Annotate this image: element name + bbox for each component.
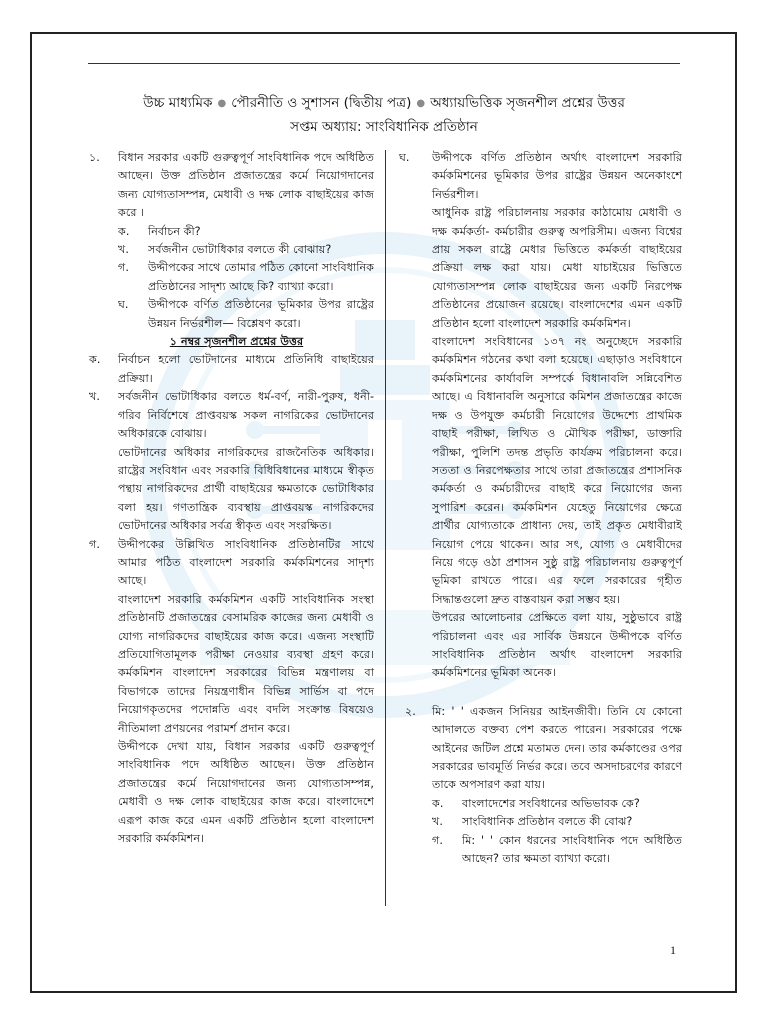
- answer-paragraph: বাংলাদেশ সরকারি কর্মকমিশন একটি সাংবিধানিক সংস্থা প্রতিষ্ঠানটি প্রজাতন্ত্রের বেসামরিক কাজের জন্য মেধাবী ও যোগ্য নাগরিকদের বাছাইয়ের কাজ করে। এজন্য সংস্থাটি প্রতিযোগিতামূলক পরীক্ষা নেওয়ার ব্যবস্থা গ্রহণ করে। কর্মকমিশন বাংলাদেশ সরকারের বিভিন্ন মন্ত্রণালয় বা বিভাগকে তাদের নিয়ন্ত্রণাধীন বিভিন্ন সার্ভিস বা পদে নিয়োগকৃতদের পদোন্নতি এবং বদলি সংক্রান্ত বিষয়েও নীতিমালা প্রণয়নের পরামর্শ প্রদান করে।: [118, 592, 374, 735]
- question-sub-item: [399, 832, 682, 869]
- question-sub-item: [89, 241, 374, 259]
- page-title: [40, 93, 728, 114]
- question-2-block: [399, 703, 682, 869]
- answer-paragraph: উদ্দীপকে দেখা যায়, বিধান সরকার একটি গুরুত্বপূর্ণ সাংবিধানিক পদে অধিষ্ঠিত আছেন। উক্ত প্রতিষ্ঠান প্রজাতন্ত্রের কর্মে নিয়োগদানের জন্য যোগ্যতাসম্পন্ন, মেধাবী ও দক্ষ লোক বাছাইয়ের কাজ করে। বাংলাদেশে এরূপ কাজ করে এমন একটি প্রতিষ্ঠান হলো বাংলাদেশ সরকারি কর্মকমিশন।: [118, 740, 374, 846]
- sub-label: খ.: [432, 815, 443, 829]
- answer-ga: [89, 536, 374, 849]
- question-number: ১.: [89, 151, 100, 164]
- question-1: [89, 149, 374, 223]
- column-divider: [385, 150, 386, 906]
- question-sub-item: [89, 296, 374, 333]
- answer-label: গ.: [89, 537, 100, 551]
- sub-label: গ.: [432, 833, 443, 847]
- answer-label: ক.: [89, 353, 101, 367]
- question-sub-item: [399, 795, 682, 813]
- sub-text: বাংলাদেশের সংবিধানের অভিভাবক কে?: [462, 796, 640, 810]
- answer-label: ঘ.: [399, 151, 410, 164]
- sub-label: খ.: [118, 243, 129, 257]
- sub-text: উদ্দীপকের সাথে তোমার পঠিত কোনো সাংবিধানিক প্রতিষ্ঠানের সাদৃশ্য আছে কি? ব্যাখ্যা করো।: [148, 261, 374, 293]
- answer-label: খ.: [89, 390, 100, 404]
- answer-paragraph: সর্বজনীন ভোটাধিকার বলতে ধর্ম-বর্ণ, নারী-পুরুষ, ধনী-গরিব নির্বিশেষে প্রাপ্তবয়স্ক সকল নাগরিকের ভোটদানের অধিকারকে বোঝায়।: [118, 390, 374, 441]
- answer-heading: ১ নম্বর সৃজনশীল প্রশ্নের উত্তর: [169, 335, 304, 349]
- title-type: অধ্যায়ভিত্তিক সৃজনশীল প্রশ্নের উত্তর: [430, 95, 625, 111]
- answer-paragraph: ভোটদানের অধিকার নাগরিকদের রাজনৈতিক অধিকার। রাষ্ট্রের সংবিধান এবং সরকারি বিধিবিধানের মাধ্যমে স্বীকৃত পন্থায় নাগরিকদের প্রার্থী বাছাইয়ের ক্ষমতাকে ভোটাধিকার বলা হয়। গণতান্ত্রিক ব্যবস্থায় প্রাপ্তবয়স্ক নাগরিকদের ভোটদানের অধিকার সর্বত্র স্বীকৃত এবং সংরক্ষিত।: [118, 445, 374, 533]
- sub-text: সাংবিধানিক প্রতিষ্ঠান বলতে কী বোঝ?: [462, 815, 633, 829]
- question-sub-item: [399, 813, 682, 831]
- title-subject: পৌরনীতি ও সুশাসন (দ্বিতীয় পত্র): [231, 95, 412, 111]
- answer-gha: [399, 149, 682, 683]
- sub-text: নির্বাচন কী?: [148, 224, 201, 238]
- answer-paragraph: নির্বাচন হলো ভোটদানের মাধ্যমে প্রতিনিধি বাছাইয়ের প্রক্রিয়া।: [118, 353, 374, 385]
- sub-label: ক.: [432, 796, 444, 810]
- question-sub-item: [89, 259, 374, 296]
- sub-label: ক.: [118, 224, 130, 238]
- sub-label: ঘ.: [118, 298, 129, 312]
- answer-ka: [89, 351, 374, 388]
- chapter-subtitle: সপ্তম অধ্যায়: সাংবিধানিক প্রতিষ্ঠান: [290, 119, 478, 135]
- title-level: উচ্চ মাধ্যমিক: [143, 95, 213, 111]
- sub-text: সর্বজনীন ভোটাধিকার বলতে কী বোঝায়?: [148, 243, 332, 257]
- question-stem: বিধান সরকার একটি গুরুত্বপূর্ণ সাংবিধানিক পদে অধিষ্ঠিত আছেন। উক্ত প্রতিষ্ঠান প্রজাতন্ত্রের কর্মে নিয়োগদানের জন্য যোগ্যতাসম্পন্ন, মেধাবী ও দক্ষ লোক বাছাইয়ের কাজ করে ।: [118, 151, 374, 220]
- answer-kha: [89, 388, 374, 535]
- right-column: [399, 149, 682, 868]
- answer-paragraph: উদ্দীপকের উল্লিখিত সাংবিধানিক প্রতিষ্ঠানটির সাথে আমার পঠিত বাংলাদেশ সরকারি কর্মকমিশনের সাদৃশ্য আছে।: [118, 537, 374, 588]
- bullet-separator-icon: ●: [217, 98, 227, 109]
- sub-text: উদ্দীপকে বর্ণিত প্রতিষ্ঠানের ভূমিকার উপর রাষ্ট্রের উন্নয়ন নির্ভরশীল— বিশ্লেষণ করো।: [148, 298, 374, 330]
- sub-label: গ.: [118, 261, 129, 275]
- answer-paragraph: বাংলাদেশ সংবিধানের ১৩৭ নং অনুচ্ছেদে সরকারি কর্মকমিশন গঠনের কথা বলা হয়েছে। এছাড়াও সংবিধানে কর্মকমিশনের কার্যাবলি সম্পর্কে বিধানাবলি সন্নিবেশিত আছে। এ বিধানাবলি অনুসারে কমিশন প্রজাতন্ত্রের কাজে দক্ষ ও উপযুক্ত কর্মচারী নিয়োগের উদ্দেশ্যে প্রাথমিক বাছাই পরীক্ষা, লিখিত ও মৌখিক পরীক্ষা, ডাক্তারি পরীক্ষা, পুলিশি তদন্ত প্রভৃতি কার্যক্রম পরিচালনা করে। সততা ও নিরপেক্ষতার সাথে তারা প্রজাতন্ত্রের প্রশাসনিক কর্মকর্তা ও কর্মচারীদের বাছাই করে নিয়োগের জন্য সুপারিশ করেন। কর্মকমিশন যেহেতু নিয়োগের ক্ষেত্রে প্রার্থীর যোগ্যতাকে প্রাধান্য দেয়, তাই প্রকৃত মেধাবীরাই নিয়োগ পেয়ে থাকেন। আর সৎ, যোগ্য ও মেধাবীদের নিয়ে গড়ে ওঠা প্রশাসন সুষ্ঠু রাষ্ট্র পরিচালনায় গুরুত্বপূর্ণ ভূমিকা রাখতে পারে। এর ফলে সরকারের গৃহীত সিদ্ধান্তগুলো দ্রুত বাস্তবায়ন করা সম্ভব হয়।: [432, 335, 682, 606]
- page-number: 1: [670, 943, 676, 957]
- answer-paragraph: উদ্দীপকে বর্ণিত প্রতিষ্ঠান অর্থাৎ বাংলাদেশ সরকারি কর্মকমিশনের ভূমিকার উপর রাষ্ট্রের উন্নয়ন অনেকাংশে নির্ভরশীল।: [432, 151, 682, 201]
- answer-paragraph: আধুনিক রাষ্ট্র পরিচালনায় সরকার কাঠামোয় মেধাবী ও দক্ষ কর্মকর্তা- কর্মচারীর গুরুত্ব অপরিসীম। এজন্য বিশ্বের প্রায় সকল রাষ্ট্রে মেধার ভিত্তিতে কর্মকর্তা বাছাইয়ের প্রক্রিয়া লক্ষ করা যায়। মেধা যাচাইয়ের ভিত্তিতে যোগ্যতাসম্পন্ন লোক বাছাইয়ের জন্য একটি নিরপেক্ষ প্রতিষ্ঠানের প্রয়োজন রয়েছে। বাংলাদেশের এমন একটি প্রতিষ্ঠান হলো বাংলাদেশ সরকারি কর্মকমিশন।: [432, 206, 682, 330]
- sub-text: মি: ' ' কোন ধরনের সাংবিধানিক পদে অধিষ্ঠিত আছেন? তার ক্ষমতা ব্যাখ্যা করো।: [462, 833, 682, 866]
- question-2: [399, 703, 682, 795]
- answer-paragraph: উপরের আলোচনার প্রেক্ষিতে বলা যায়, সুষ্ঠুভাবে রাষ্ট্র পরিচালনা এবং এর সার্বিক উন্নয়নে উদ্দীপকে বর্ণিত সাংবিধানিক প্রতিষ্ঠান অর্থাৎ বাংলাদেশ সরকারি কর্মকমিশনের ভূমিকা অনেক।: [432, 611, 682, 680]
- question-stem: মি: ' ' একজন সিনিয়র আইনজীবী। তিনি যে কোনো আদালতে বক্তব্য পেশ করতে পারেন। সরকারের পক্ষে আইনের জটিল প্রশ্নে মতামত দেন। তার কর্মকাণ্ডের ওপর সরকারের ভাবমূর্তি নির্ভর করে। তবে অসদাচরণের কারণে তাকে অপসারণ করা যায়।: [432, 704, 682, 792]
- bullet-separator-icon: ●: [416, 98, 426, 109]
- left-column: [89, 149, 374, 848]
- question-sub-item: [89, 223, 374, 241]
- header-rule: [88, 63, 680, 64]
- question-number: ২.: [405, 704, 416, 718]
